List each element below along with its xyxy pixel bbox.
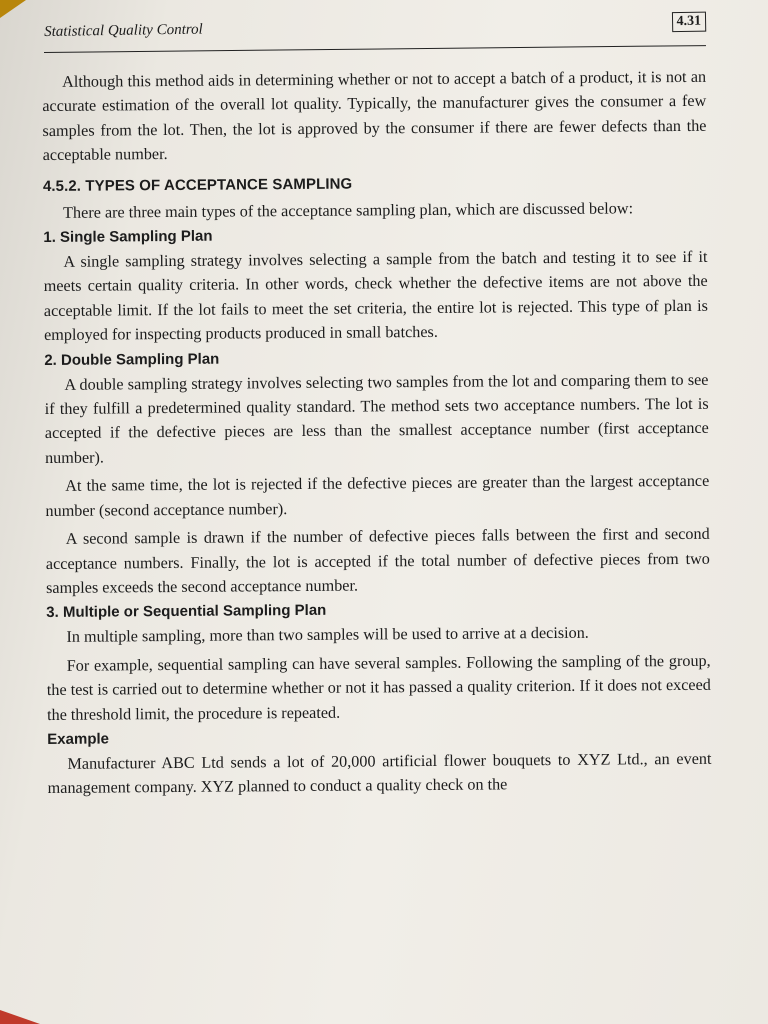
page-number: 4.31 [671,12,706,33]
example-heading: Example [47,730,110,748]
double-sampling-heading: 2. Double Sampling Plan [44,350,220,369]
example-paragraph: Manufacturer ABC Ltd sends a lot of 20,000 artificial flower bouquets to XYZ Ltd., an event management company. XYZ planned to conduct a quality check on the [47,749,712,798]
section-heading: 4.5.2. TYPES OF ACCEPTANCE SAMPLING [42,175,353,195]
single-sampling-heading: 1. Single Sampling Plan [43,227,213,247]
multiple-sampling-paragraph-2: For example, sequential sampling can have several samples. Following the sampling of the group, the test is carried out to determine whether or not it has passed a quality criterion. If it does not exceed the threshold limit, the procedure is repeated. [46,651,711,724]
multiple-sampling-paragraph-1: In multiple sampling, more than two samples will be used to arrive at a decision. [66,624,589,647]
intro-paragraph: Although this method aids in determining whether or not to accept a batch of a product, it is not an accurate estimation of the overall lot quality. Typically, the manufacturer gives the consumer a few samples from the lot. Then, the lot is approved by the consumer if there are fewer defects than the acceptable number. [42,67,707,165]
double-sampling-paragraph-1: A double sampling strategy involves selecting two samples from the lot and comparing them to see if they fulfill a predetermined quality standard. The method sets two acceptance numbers. The lot is accepted if the defective pieces are less than the smallest acceptance number (first acceptance number). [44,370,709,467]
single-sampling-paragraph: A single sampling strategy involves selecting a sample from the batch and testing it to see if it meets certain quality criteria. In other words, check whether the defective items are not above the acceptable limit. If the lot fails to meet the set criteria, the entire lot is rejected. This type of plan is employed for inspecting products produced in small batches. [43,247,708,345]
page-body [42,65,712,801]
page-corner-mark-bottom [0,1010,40,1024]
double-sampling-paragraph-2: At the same time, the lot is rejected if the defective pieces are greater than the largest acceptance number (second acceptance number). [45,472,710,520]
section-intro-paragraph: There are three main types of the acceptance sampling plan, which are discussed below: [63,198,634,222]
double-sampling-paragraph-3: A second sample is drawn if the number of defective pieces falls between the first and second acceptance numbers. Finally, the lot is accepted if the total number of defective pieces from two samples exceeds the second acceptance number. [45,524,710,597]
multiple-sampling-heading: 3. Multiple or Sequential Sampling Plan [46,602,327,622]
running-title: Statistical Quality Control [44,21,203,40]
page-corner-mark [0,0,26,18]
